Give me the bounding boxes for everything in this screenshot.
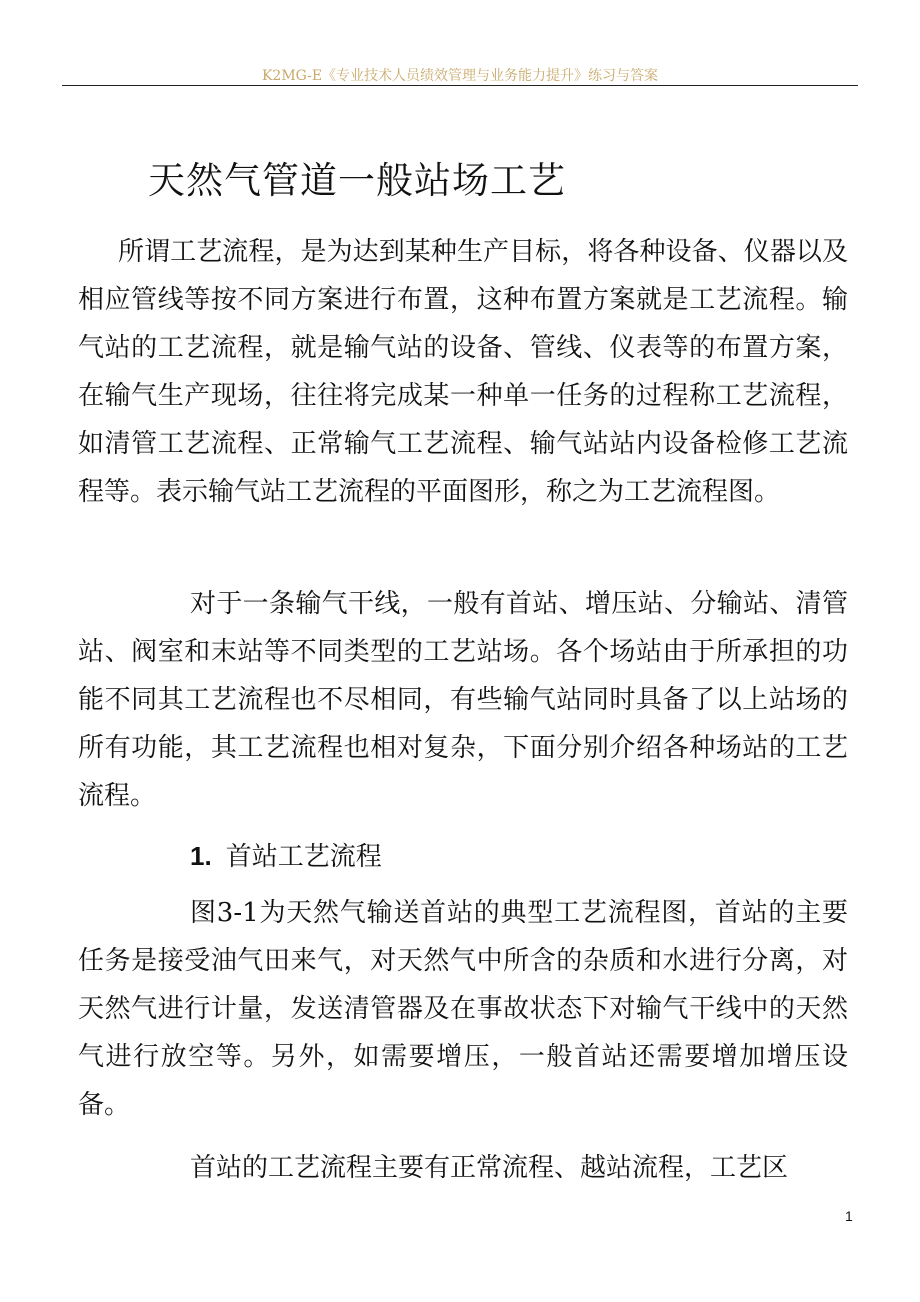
page-number: 1 <box>845 1208 853 1224</box>
section-heading <box>190 832 382 881</box>
section-title: 首站工艺流程 <box>225 842 382 872</box>
paragraph-first-station: 图3-1为天然气输送首站的典型工艺流程图，首站的主要任务是接受油气田来气，对天然气中所含的杂质和水进行分离，对天然气进行计量，发送清管器及在事故状态下对输气干线中的天然气进行放空等。另外，如需要增压，一般首站还需要增加增压设备。 <box>78 898 848 1120</box>
running-header: K2MG-E《专业技术人员绩效管理与业务能力提升》练习与答案 <box>261 68 659 84</box>
section-number: 1. <box>190 841 212 871</box>
header-rule <box>62 85 858 86</box>
document-title: 天然气管道一般站场工艺 <box>148 159 566 202</box>
paragraph-first-station-flows: 首站的工艺流程主要有正常流程、越站流程，工艺区 <box>190 1153 789 1183</box>
paragraph-station-types: 对于一条输气干线，一般有首站、增压站、分输站、清管站、阀室和末站等不同类型的工艺站场。各个场站由于所承担的功能不同其工艺流程也不尽相同，有些输气站同时具备了以上站场的所有功能，其工艺流程也相对复杂，下面分别介绍各种场站的工艺流程。 <box>78 589 848 811</box>
paragraph-intro: 所谓工艺流程，是为达到某种生产目标，将各种设备、仪器以及相应管线等按不同方案进行布置，这种布置方案就是工艺流程。输气站的工艺流程，就是输气站的设备、管线、仪表等的布置方案，在输气生产现场，往往将完成某一种单一任务的过程称工艺流程，如清管工艺流程、正常输气工艺流程、输气站站内设备检修工艺流程等。表示输气站工艺流程的平面图形，称之为工艺流程图。 <box>78 237 848 507</box>
